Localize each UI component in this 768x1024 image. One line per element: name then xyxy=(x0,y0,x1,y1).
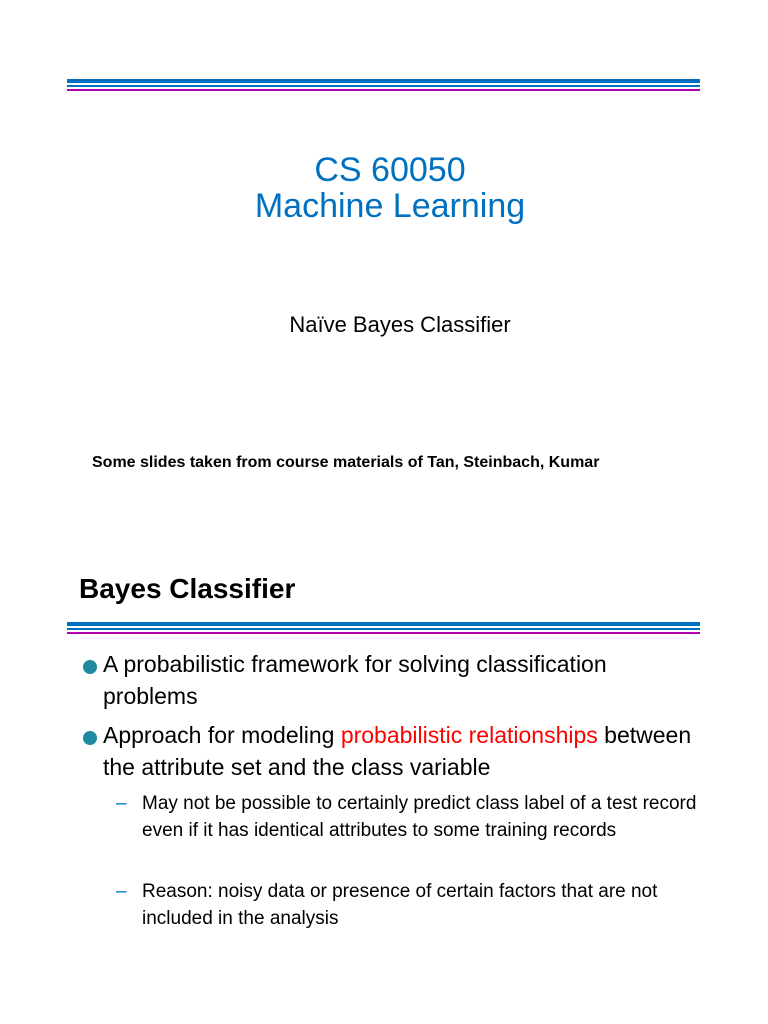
rule-blue-thin xyxy=(67,628,700,630)
sub-bullet-text: Reason: noisy data or presence of certain factors that are not included in the analysis xyxy=(142,881,658,929)
dash-icon: – xyxy=(116,793,127,814)
sub-bullet-text: May not be possible to certainly predict class label of a test record even if it has identical attributes to some training records xyxy=(142,793,697,841)
sub-bullet-item xyxy=(116,790,706,844)
rule-blue-thick xyxy=(67,79,700,83)
credit-note: Some slides taken from course materials of Tan, Steinbach, Kumar xyxy=(92,454,600,471)
bullet-dot-icon xyxy=(83,660,97,674)
rule-magenta xyxy=(67,89,700,91)
bullet-text-end: between the attribute set and the class variable xyxy=(103,722,692,780)
sub-bullet-item xyxy=(116,878,706,932)
bullet-text: A probabilistic framework for solving classification problems xyxy=(103,651,607,709)
rule-blue-thick xyxy=(67,622,700,626)
slide-subtitle: Naïve Bayes Classifier xyxy=(289,312,511,337)
course-name: Machine Learning xyxy=(254,187,526,225)
bullet-dot-icon xyxy=(83,731,97,745)
bullet-item xyxy=(80,648,700,712)
bullet-text-start: Approach for modeling xyxy=(103,722,341,748)
highlighted-phrase: probabilistic relationships xyxy=(340,722,598,748)
dash-icon: – xyxy=(116,881,127,902)
course-code: CS 60050 xyxy=(314,151,466,189)
bullet-text xyxy=(103,719,700,783)
rule-blue-thin xyxy=(67,85,700,87)
slide-title xyxy=(0,152,768,224)
section-title: Bayes Classifier xyxy=(79,573,296,604)
header-rule xyxy=(67,79,700,93)
bullet-item xyxy=(80,719,700,783)
section-rule xyxy=(67,622,700,636)
rule-magenta xyxy=(67,632,700,634)
